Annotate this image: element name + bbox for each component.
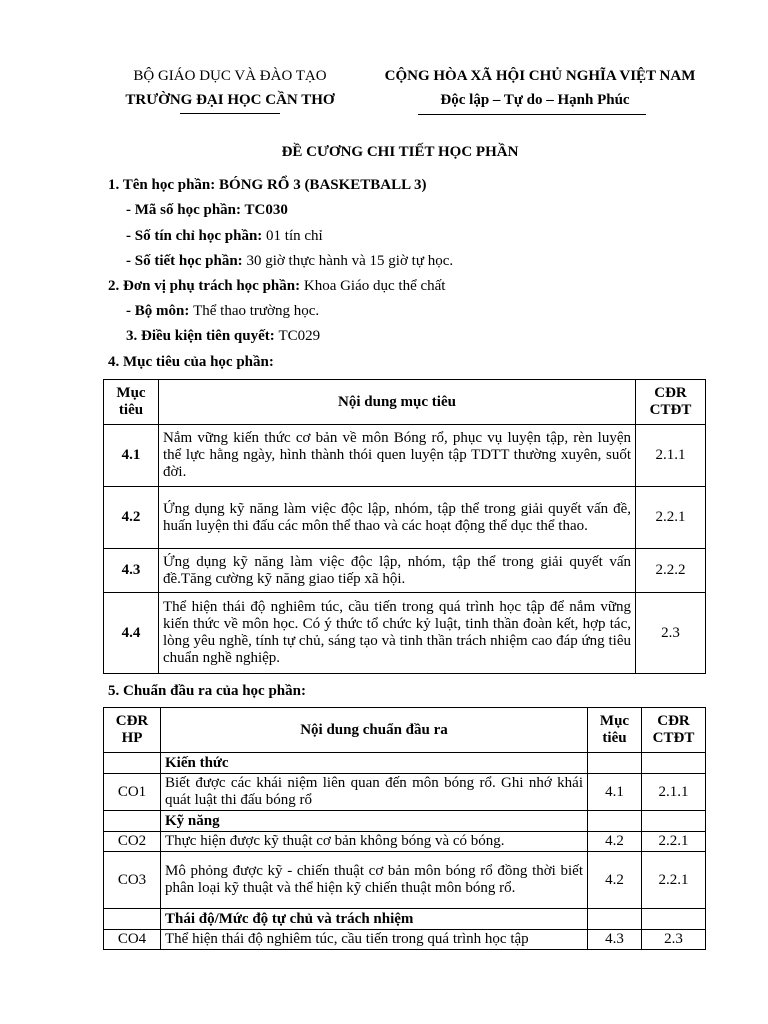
course-name-label: 1. Tên học phần:	[108, 177, 220, 193]
section4-title: 4. Mục tiêu của học phần:	[108, 354, 274, 370]
university-underline	[180, 113, 280, 114]
ministry-name: BỘ GIÁO DỤC VÀ ĐÀO TẠO	[133, 68, 327, 84]
empty-cell	[588, 753, 642, 774]
empty-cell	[104, 909, 161, 930]
objective-content: Ứng dụng kỹ năng làm việc độc lập, nhóm, tập thể trong giải quyết vấn đề.Tăng cường kỹ năng giao tiếp xã hội.	[159, 549, 636, 593]
outcome-cdr: 2.3	[642, 930, 706, 950]
objectives-header-row	[104, 380, 706, 425]
outcome-cdr: 2.2.1	[642, 852, 706, 909]
course-code-value: TC030	[244, 202, 288, 218]
outcome-cdr: 2.1.1	[642, 774, 706, 811]
hours-value: 30 giờ thực hành và 15 giờ tự học.	[246, 253, 454, 269]
credits-line	[126, 228, 323, 245]
table-row	[104, 549, 706, 593]
outcome-id: CO1	[104, 774, 161, 811]
objective-cdr: 2.3	[636, 593, 706, 674]
table-row	[104, 852, 706, 909]
empty-cell	[588, 909, 642, 930]
table-row	[104, 832, 706, 852]
outcome-goal: 4.2	[588, 852, 642, 909]
group-row-skills	[104, 811, 706, 832]
outcomes-table	[103, 707, 706, 950]
group-label-skills: Kỹ năng	[161, 811, 588, 832]
objective-id: 4.4	[104, 593, 159, 674]
motto-underline	[418, 114, 646, 115]
header-cdr-program: CĐR CTĐT	[636, 380, 706, 425]
course-name-line	[108, 177, 427, 194]
header-cdr-program: CĐR CTĐT	[642, 708, 706, 753]
table-row	[104, 593, 706, 674]
outcome-content: Mô phỏng được kỹ - chiến thuật cơ bản môn bóng rổ đồng thời biết phân loại kỹ thuật và thể hiện kỹ chiến thuật môn bóng rổ.	[161, 852, 588, 909]
hours-line	[126, 253, 453, 270]
prerequisite-label: 3. Điều kiện tiên quyết:	[126, 328, 279, 344]
table-row	[104, 425, 706, 487]
unit-label: 2. Đơn vị phụ trách học phần:	[108, 278, 304, 294]
header-outcome-content: Nội dung chuẩn đầu ra	[161, 708, 588, 753]
header-objective: Mục tiêu	[588, 708, 642, 753]
national-motto: Độc lập – Tự do – Hạnh Phúc	[440, 92, 630, 108]
department-label: - Bộ môn:	[126, 303, 194, 319]
republic-name: CỘNG HÒA XÃ HỘI CHỦ NGHĨA VIỆT NAM	[384, 68, 696, 84]
objective-id: 4.3	[104, 549, 159, 593]
objective-cdr: 2.1.1	[636, 425, 706, 487]
section5-title: 5. Chuẩn đầu ra của học phần:	[108, 683, 306, 699]
table-row	[104, 930, 706, 950]
group-label-attitude: Thái độ/Mức độ tự chủ và trách nhiệm	[161, 909, 588, 930]
empty-cell	[588, 811, 642, 832]
outcome-content: Thể hiện thái độ nghiêm túc, cầu tiến trong quá trình học tập	[161, 930, 588, 950]
outcome-id: CO4	[104, 930, 161, 950]
department-value: Thể thao trường học.	[193, 303, 320, 319]
outcome-cdr: 2.2.1	[642, 832, 706, 852]
empty-cell	[642, 811, 706, 832]
objective-cdr: 2.2.2	[636, 549, 706, 593]
course-code-label: - Mã số học phần:	[126, 202, 245, 218]
empty-cell	[104, 811, 161, 832]
prerequisite-value: TC029	[278, 328, 321, 344]
outcome-content: Biết được các khái niệm liên quan đến môn bóng rổ. Ghi nhớ khái quát luật thi đấu bóng rổ	[161, 774, 588, 811]
objective-id: 4.2	[104, 487, 159, 549]
outcome-goal: 4.2	[588, 832, 642, 852]
objective-id: 4.1	[104, 425, 159, 487]
outcome-content: Thực hiện được kỹ thuật cơ bản không bóng và có bóng.	[161, 832, 588, 852]
group-row-attitude	[104, 909, 706, 930]
objective-content: Thể hiện thái độ nghiêm túc, cầu tiến trong quá trình học tập để nắm vững kiến thức về môn học. Có ý thức tổ chức kỷ luật, tinh thần đoàn kết, hợp tác, lòng yêu nghề, tính tự chủ, sáng tạo và tinh thần trách nhiệm cao đáp ứng tiêu chuẩn nghề nghiệp.	[159, 593, 636, 674]
empty-cell	[642, 909, 706, 930]
objectives-table	[103, 379, 706, 674]
hours-label: - Số tiết học phần:	[126, 253, 247, 269]
empty-cell	[642, 753, 706, 774]
objective-content: Ứng dụng kỹ năng làm việc độc lập, nhóm, tập thể trong giải quyết vấn đề, huấn luyện thi đấu các môn thể thao và các hoạt động thể dục thể thao.	[159, 487, 636, 549]
document-title: ĐỀ CƯƠNG CHI TIẾT HỌC PHẦN	[281, 144, 519, 160]
outcome-goal: 4.1	[588, 774, 642, 811]
department-line	[126, 303, 319, 320]
outcomes-header-row	[104, 708, 706, 753]
outcome-id: CO2	[104, 832, 161, 852]
objective-content: Nắm vững kiến thức cơ bản về môn Bóng rổ, phục vụ luyện tập, rèn luyện thể lực hằng ngày, hình thành thói quen luyện tập TDTT thường xuyên, suốt đời.	[159, 425, 636, 487]
header-cdr-course: CĐR HP	[104, 708, 161, 753]
table-row	[104, 487, 706, 549]
outcome-id: CO3	[104, 852, 161, 909]
course-code-line	[126, 202, 288, 219]
course-name-value: BÓNG RỔ 3 (BASKETBALL 3)	[219, 177, 427, 193]
credits-label: - Số tín chỉ học phần:	[126, 228, 267, 244]
header-objective: Mục tiêu	[104, 380, 159, 425]
table-row	[104, 774, 706, 811]
objective-cdr: 2.2.1	[636, 487, 706, 549]
university-name: TRƯỜNG ĐẠI HỌC CẦN THƠ	[125, 92, 335, 108]
prerequisite-line	[126, 328, 320, 345]
empty-cell	[104, 753, 161, 774]
outcome-goal: 4.3	[588, 930, 642, 950]
unit-line	[108, 278, 445, 295]
group-row-knowledge	[104, 753, 706, 774]
unit-value: Khoa Giáo dục thể chất	[303, 278, 446, 294]
group-label-knowledge: Kiến thức	[161, 753, 588, 774]
credits-value: 01 tín chỉ	[266, 228, 323, 244]
header-objective-content: Nội dung mục tiêu	[159, 380, 636, 425]
